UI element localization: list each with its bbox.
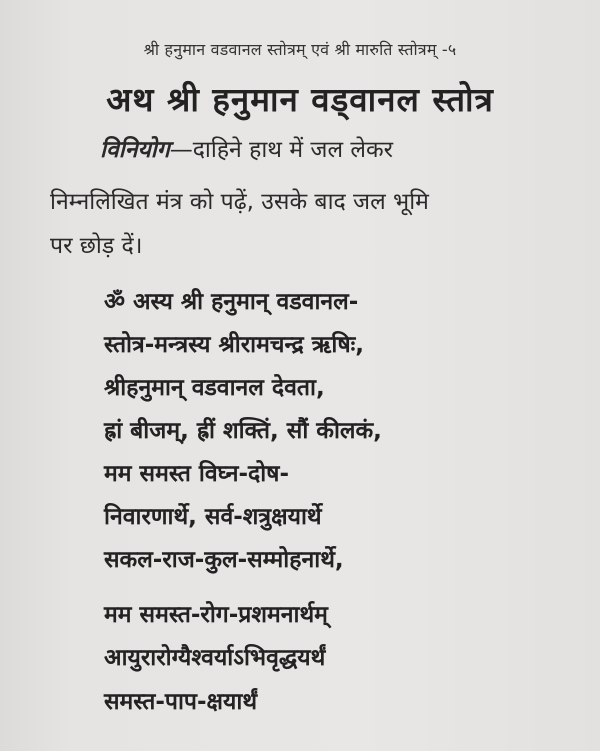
mantra-line-2: स्तोत्र-मन्त्रस्य श्रीरामचन्द्र ऋषिः,: [104, 332, 365, 358]
mantra-line-10: समस्त-पाप-क्षयार्थं: [104, 689, 258, 715]
running-head: श्री हनुमान वडवानल स्तोत्रम् एवं श्री मारुति स्तोत्रम् -५: [143, 40, 457, 59]
instruction-line-2: निम्नलिखित मंत्र को पढ़ें, उसके बाद जल भूमि: [50, 189, 429, 215]
mantra-line-7: सकल-राज-कुल-सम्मोहनार्थे,: [104, 547, 344, 573]
instruction-line-1-text: —दाहिने हाथ में जल लेकर: [169, 137, 394, 163]
mantra-line-6: निवारणार्थे, सर्व-शत्रुक्षयार्थे: [104, 504, 322, 530]
mantra-line-1: ॐ अस्य श्री हनुमान् वडवानल-: [104, 289, 359, 315]
mantra-line-8: मम समस्त-रोग-प्रशमनार्थम्: [104, 602, 328, 628]
mantra-line-4: ह्रां बीजम्, ह्रीं शक्तिं, सौं कीलकं,: [104, 418, 382, 444]
mantra-line-5: मम समस्त विघ्न-दोष-: [104, 461, 290, 487]
mantra-line-3: श्रीहनुमान् वडवानल देवता,: [104, 375, 325, 401]
instruction-line-3: पर छोड़ दें।: [50, 233, 143, 259]
page-title: अथ श्री हनुमान वड्वानल स्तोत्र: [106, 80, 494, 119]
mantra-line-9: आयुरारोग्यैश्वर्याऽभिवृद्धयर्थं: [104, 645, 326, 671]
instruction-line-1: [100, 136, 580, 166]
viniyog-label: विनियोग: [100, 137, 170, 163]
